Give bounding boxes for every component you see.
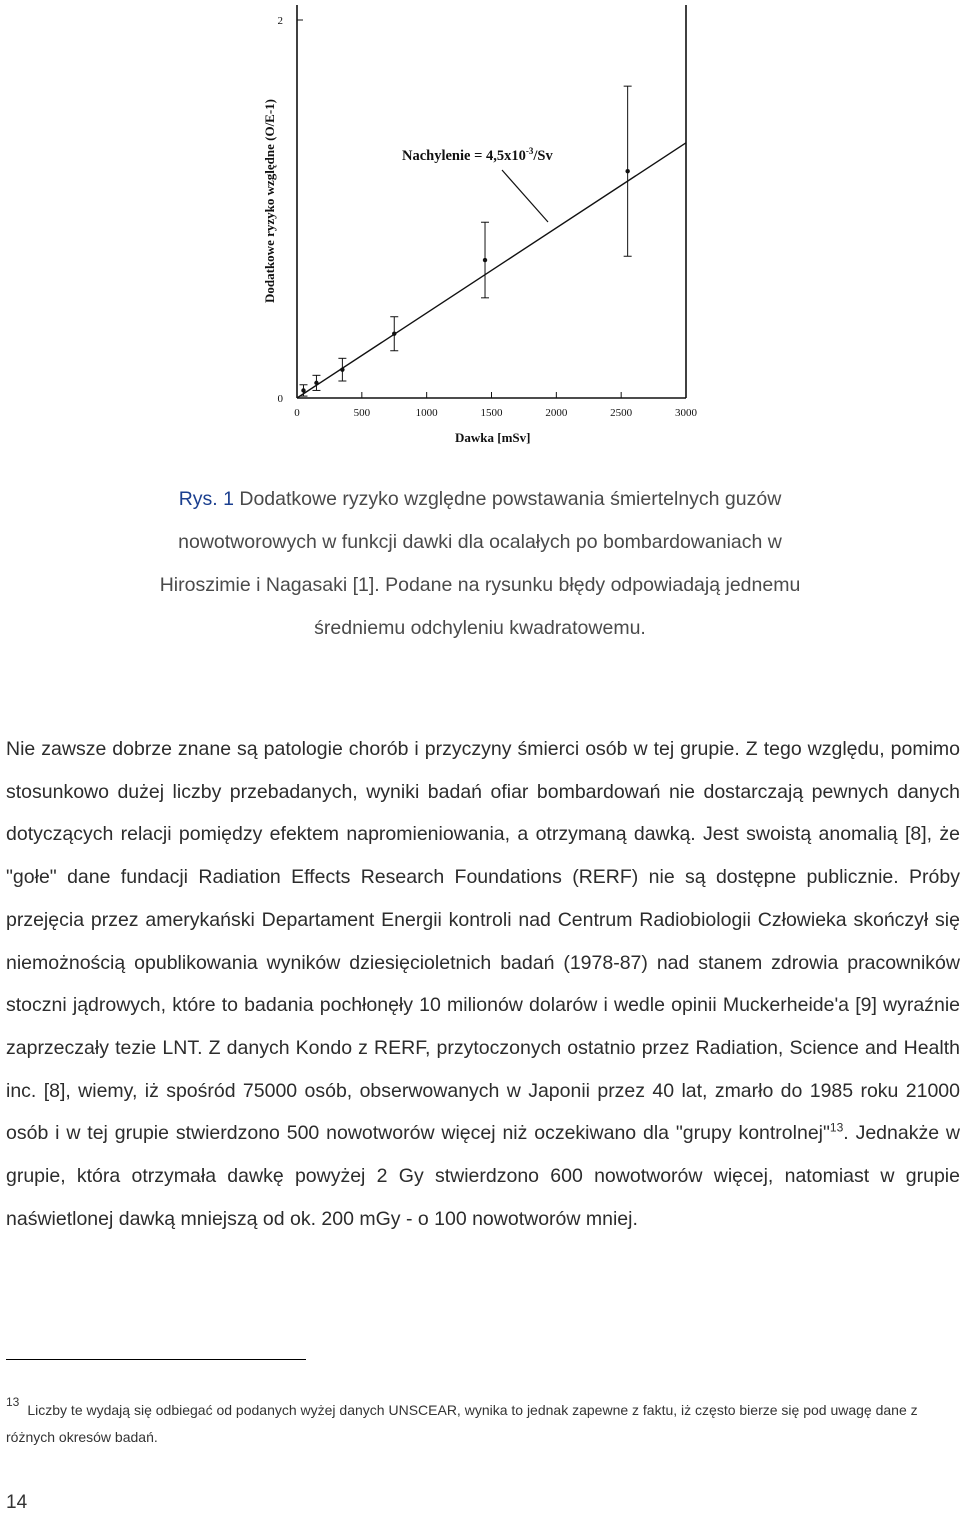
body-paragraph [6,728,960,1240]
x-tick-label: 1500 [480,407,503,419]
footnote-separator [6,1359,306,1360]
y-tick-label: 0 [277,393,283,405]
x-tick-label: 1000 [415,407,438,419]
figure-caption [150,478,810,650]
x-tick-label: 2000 [545,407,568,419]
x-tick-label: 3000 [675,407,697,419]
annotation-unit: /Sv [533,148,553,164]
data-point [625,169,629,173]
y-axis-ticks [278,15,304,405]
x-axis-ticks [294,392,697,419]
dose-response-chart [240,0,720,450]
data-points [299,86,631,396]
data-point [314,381,318,385]
page-number: 14 [6,1492,28,1513]
figure-label: Rys. 1 [178,488,234,510]
annotation-leader-line [502,170,548,222]
figure-caption-text: Dodatkowe ryzyko względne powstawania śmiertelnych guzów nowotworowych w funkcji dawki dla ocalałych po bombardowaniach w Hiroszimie i Nagasaki [1]. Podane na rysunku błędy odpowiadają jednemu średniemu odchyleniu kwadratowemu. [159,488,801,639]
footnote-number: 13 [6,1395,20,1409]
y-tick-label: 2 [277,15,283,27]
x-tick-label: 0 [294,407,300,419]
data-point [340,367,344,371]
annotation-text: Nachylenie = 4,5x10 [402,148,526,164]
x-tick-label: 2500 [610,407,633,419]
x-axis-label: Dawka [mSv] [455,430,531,445]
data-point [392,332,396,336]
slope-annotation [402,146,553,164]
annotation-exponent: -3 [525,146,534,156]
footnote [6,1397,946,1451]
footnote-text: Liczby te wydają się odbiegać od podanych wyżej danych UNSCEAR, wynika to jednak zapewne z faktu, iż często bierze się pod uwagę dane z różnych okresów badań. [6,1402,918,1445]
footnote-reference[interactable]: 13 [829,1120,844,1135]
body-paragraph-text: Nie zawsze dobrze znane są patologie chorób i przyczyny śmierci osób w tej grupie. Z tego względu, pomimo stosunkowo dużej liczby przebadanych, wyniki badań ofiar bombardowań nie dostarczają pewnych danych dotyczących relacji pomiędzy efektem napromieniowania, a otrzymaną dawką. Jest swoistą anomalią [8], że "gołe" dane fundacji Radiation Effects Research Foundations (RERF) nie są dostępne publicznie. Próby przejęcia przez amerykański Departament Energii kontroli nad Centrum Radiobiologii Człowieka skończył się niemożnością opublikowania wyników dziesięcioletnich badań (1978-87) nad stanem zdrowia pracowników stoczni jądrowych, które to badania pochłonęły 10 milionów dolarów i wedle opinii Muckerheide'a [9] wyraźnie zaprzeczały tezie LNT. Z danych Kondo z RERF, przytoczonych ostatnio przez Radiation, Science and Health inc. [8], wiemy, iż spośród 75000 osób, obserwowanych w Japonii przez 40 lat, zmarło do 1985 roku 21000 osób i w tej grupie stwierdzono 500 nowotworów więcej niż oczekiwano dla "grupy kontrolnej" [6,738,960,1145]
y-axis-label: Dodatkowe ryzyko względne (O/E-1) [262,98,277,303]
data-point [483,258,487,262]
x-tick-label: 500 [353,407,371,419]
body-paragraph-text-continued: . Jednakże w grupie, która otrzymała dawkę powyżej 2 Gy stwierdzono 600 nowotworów więcej, natomiast w grupie naświetlonej dawką mniejszą od ok. 200 mGy - o 100 nowotworów mniej. [6,1122,960,1230]
data-point [301,388,305,392]
